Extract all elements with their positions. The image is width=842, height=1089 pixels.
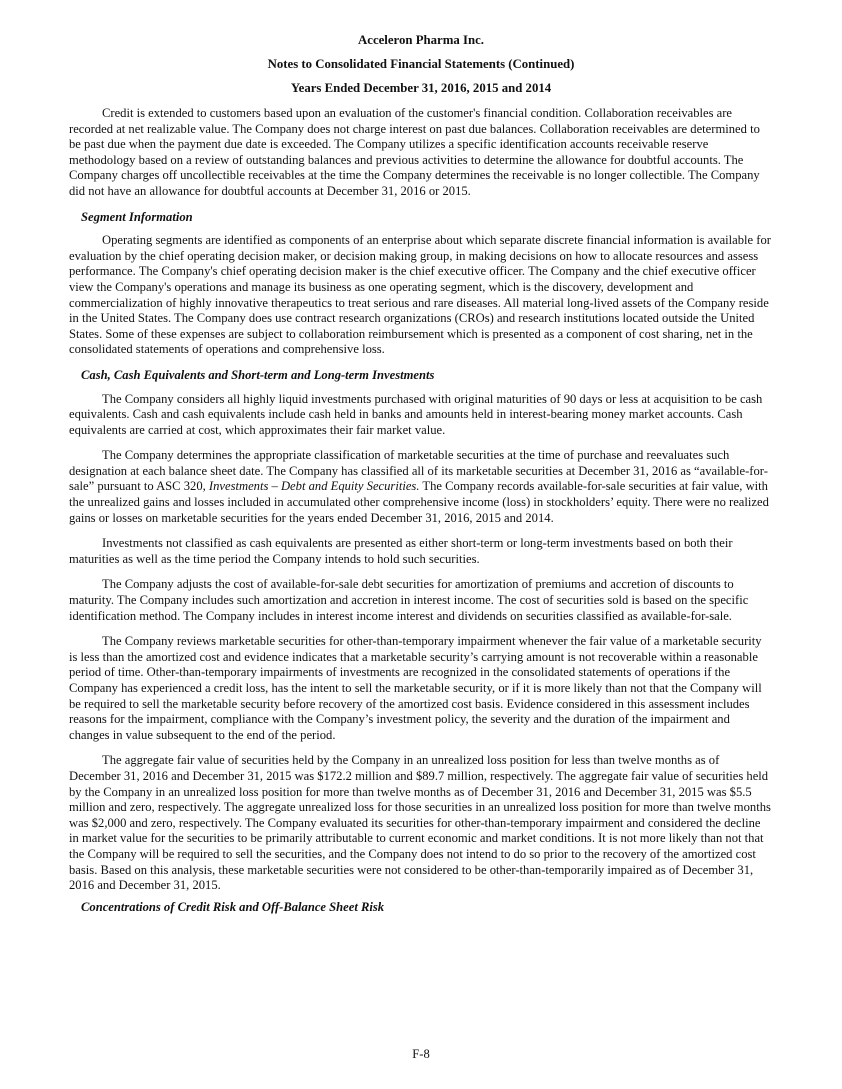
paragraph-amortization: The Company adjusts the cost of available-for-sale debt securities for amortization of premiums and accretion of discounts to maturity. The Company includes such amortization and accretion in interest income. The cost of securities sold is based on the specific identification method. The Company includes in interest income interest and dividends on securities classified as available-for-sale. [69,577,749,623]
section-heading-cash: Cash, Cash Equivalents and Short-term and Long-term Investments [81,367,435,382]
page-number: F-8 [412,1047,430,1061]
period-heading: Years Ended December 31, 2016, 2015 and 2014 [290,81,552,95]
asc-reference: Investments – Debt and Equity Securities. [208,479,420,494]
paragraph-classification [69,448,773,526]
document-body [69,106,773,923]
document-title: Notes to Consolidated Financial Statements (Continued) [267,57,575,71]
paragraph-cash-equivalents: The Company considers all highly liquid investments purchased with original maturities of 90 days or less at acquisition to be cash equivalents. Cash and cash equivalents include cash held in banks and amounts held in interest-bearing money market accounts. Cash equivalents are carried at cost, which approximates their fair market value. [69,391,763,437]
paragraph-segment: Operating segments are identified as components of an enterprise about which separate discrete financial information is available for evaluation by the chief operating decision maker, or decision making group, in making decisions on how to allocate resources and assess performance. The Company's chief operating decision maker is the chief executive officer. The Company and the chief executive officer view the Company's operations and manage its business as one operating segment, which is the discovery, development and commercialization of highly innovative therapeutics to treat serious and rare diseases. All material long-lived assets of the Company reside in the United States. The Company does use contract research organizations (CROs) and research institutions located outside the United States. Some of these expenses are subject to collaboration reimbursement which is presented as a component of cost sharing, net in the consolidated statements of operations and comprehensive loss. [69,233,771,357]
section-heading-concentration: Concentrations of Credit Risk and Off-Balance Sheet Risk [81,899,385,914]
section-heading-segment: Segment Information [81,209,193,224]
classification-text-a: The Company determines the appropriate classification of marketable securities at the time of purchase and reevaluates such designation at each balance sheet date. The Company has classified all of its marketable securities at December 31, 2016 as “available-for-sale” pursuant to ASC 320, [69,448,768,494]
paragraph-credit: Credit is extended to customers based upon an evaluation of the customer's financial condition. Collaboration receivables are recorded at net realizable value. The Company does not charge interest on past due balances. Collaboration receivables are determined to be past due when the payment due date is exceeded. The Company utilizes a specific identification accounts receivable reserve methodology based on a review of outstanding balances and previous activities to determine the allowance for doubtful accounts. The Company charges off uncollectible receivables at the time the Company determines the receivable is no longer collectible. The Company did not have an allowance for doubtful accounts at December 31, 2016 or 2015. [69,106,760,198]
company-name: Acceleron Pharma Inc. [358,33,484,47]
classification-text-b: The Company records available-for-sale securities at fair value, with the unrealized gains and losses included in accumulated other comprehensive income (loss) in stockholders’ equity. There were no realized gains or losses on marketable securities for the years ended December 31, 2016, 2015 and 2014. [69,479,769,525]
paragraph-investments: Investments not classified as cash equivalents are presented as either short-term or long-term investments based on both their maturities as well as the time period the Company intends to hold such securities. [69,536,733,566]
paragraph-impairment: The Company reviews marketable securities for other-than-temporary impairment whenever the fair value of a marketable security is less than the amortized cost and evidence indicates that a marketable security’s carrying amount is not recoverable within a reasonable period of time. Other-than-temporary impairments of investments are recognized in the consolidated statements of operations if the Company has experienced a credit loss, has the intent to sell the marketable security, or if it is more likely than not that the Company will be required to sell the marketable security before recovery of the amortized cost basis. Evidence considered in this assessment includes reasons for the impairment, compliance with the Company’s investment policy, the severity and the duration of the impairment and changes in value subsequent to the end of the period. [69,634,762,742]
paragraph-unrealized-loss: The aggregate fair value of securities held by the Company in an unrealized loss position for less than twelve months as of December 31, 2016 and December 31, 2015 was $172.2 million and $89.7 million, respectively. The aggregate fair value of securities held by the Company in an unrealized loss position for more than twelve months as of December 31, 2016 and December 31, 2015 was $5.5 million and zero, respectively. The aggregate unrealized loss for those securities in an unrealized loss position for more than twelve months was $2,000 and zero, respectively. The Company evaluated its securities for other-than-temporary impairment and considered the decline in market value for the securities to be primarily attributable to current economic and market conditions. It is not more likely than not that the Company will be required to sell the securities, and the Company does not intend to do so prior to the recovery of the amortized cost basis. Based on this analysis, these marketable securities were not considered to be other-than-temporarily impaired as of December 31, 2016 and December 31, 2015. [69,753,771,893]
